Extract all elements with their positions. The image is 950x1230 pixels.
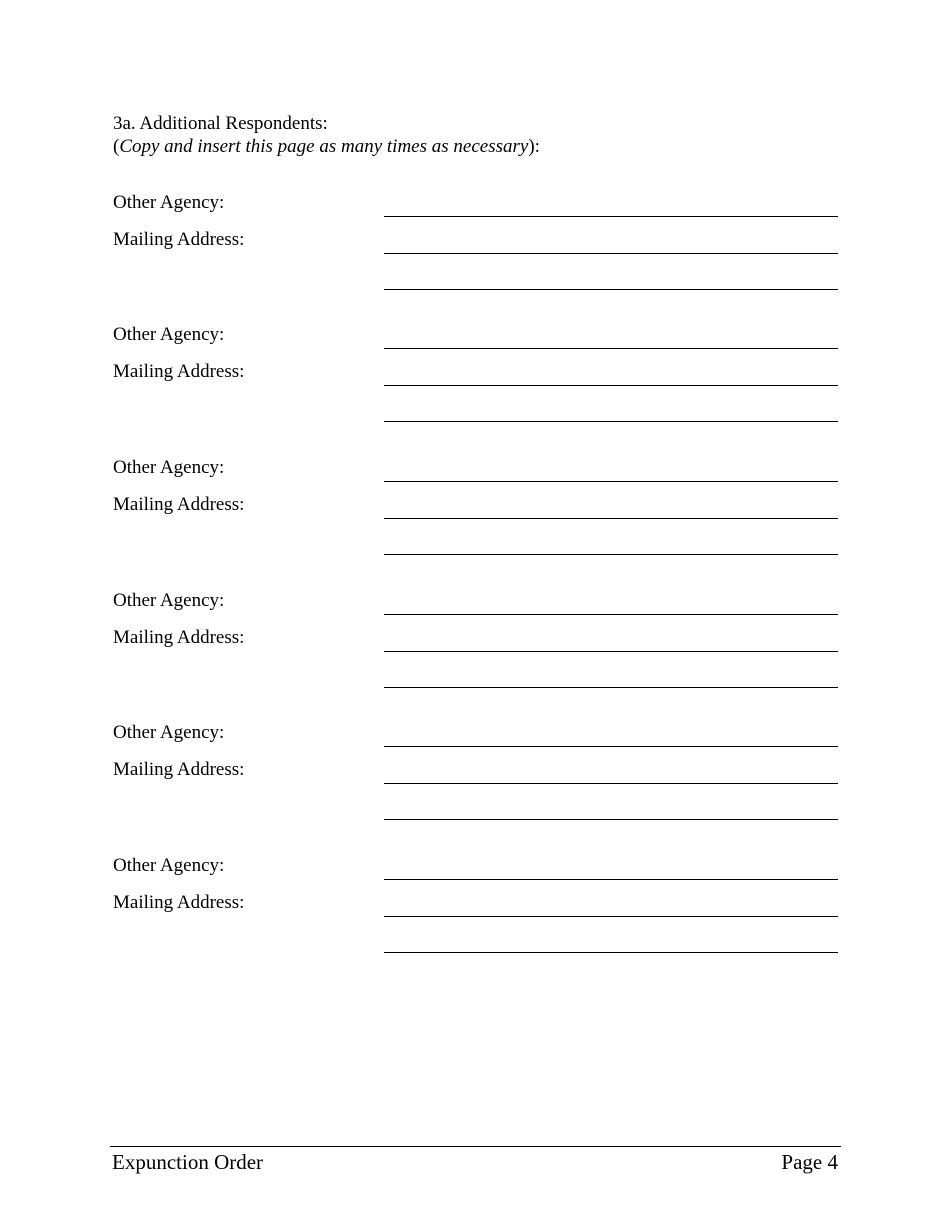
mailing-address-line-1[interactable] xyxy=(384,916,838,917)
mailing-address-label: Mailing Address: xyxy=(113,627,245,648)
mailing-address-line-1[interactable] xyxy=(384,783,838,784)
other-agency-label: Other Agency: xyxy=(113,324,225,345)
other-agency-label: Other Agency: xyxy=(113,192,225,213)
mailing-address-line-2[interactable] xyxy=(384,554,838,555)
mailing-address-line-1[interactable] xyxy=(384,385,838,386)
other-agency-label: Other Agency: xyxy=(113,855,225,876)
mailing-address-line-2[interactable] xyxy=(384,819,838,820)
mailing-address-line-2[interactable] xyxy=(384,421,838,422)
mailing-address-line-1[interactable] xyxy=(384,518,838,519)
respondent-block-1 xyxy=(0,192,950,302)
instruction-open-paren: ( xyxy=(113,136,120,157)
mailing-address-label: Mailing Address: xyxy=(113,494,245,515)
respondent-block-2 xyxy=(0,324,950,434)
mailing-address-line-2[interactable] xyxy=(384,687,838,688)
other-agency-label: Other Agency: xyxy=(113,457,225,478)
instruction-close-paren: ): xyxy=(528,136,540,157)
respondent-block-6 xyxy=(0,855,950,965)
other-agency-label: Other Agency: xyxy=(113,722,225,743)
respondent-block-3 xyxy=(0,457,950,567)
other-agency-line[interactable] xyxy=(384,348,838,349)
mailing-address-line-1[interactable] xyxy=(384,651,838,652)
mailing-address-label: Mailing Address: xyxy=(113,229,245,250)
mailing-address-label: Mailing Address: xyxy=(113,892,245,913)
other-agency-line[interactable] xyxy=(384,481,838,482)
mailing-address-line-1[interactable] xyxy=(384,253,838,254)
other-agency-line[interactable] xyxy=(384,216,838,217)
mailing-address-line-2[interactable] xyxy=(384,289,838,290)
mailing-address-line-2[interactable] xyxy=(384,952,838,953)
other-agency-label: Other Agency: xyxy=(113,590,225,611)
other-agency-line[interactable] xyxy=(384,746,838,747)
other-agency-line[interactable] xyxy=(384,614,838,615)
footer-page-number: Page 4 xyxy=(781,1150,838,1174)
mailing-address-label: Mailing Address: xyxy=(113,759,245,780)
respondent-block-4 xyxy=(0,590,950,700)
copy-instruction xyxy=(113,136,540,158)
instruction-italic-text: Copy and insert this page as many times as necessary xyxy=(119,136,529,157)
section-title: 3a. Additional Respondents: xyxy=(113,113,328,134)
mailing-address-label: Mailing Address: xyxy=(113,361,245,382)
other-agency-line[interactable] xyxy=(384,879,838,880)
footer-divider xyxy=(110,1146,841,1147)
respondent-block-5 xyxy=(0,722,950,832)
footer-document-title: Expunction Order xyxy=(112,1150,264,1174)
